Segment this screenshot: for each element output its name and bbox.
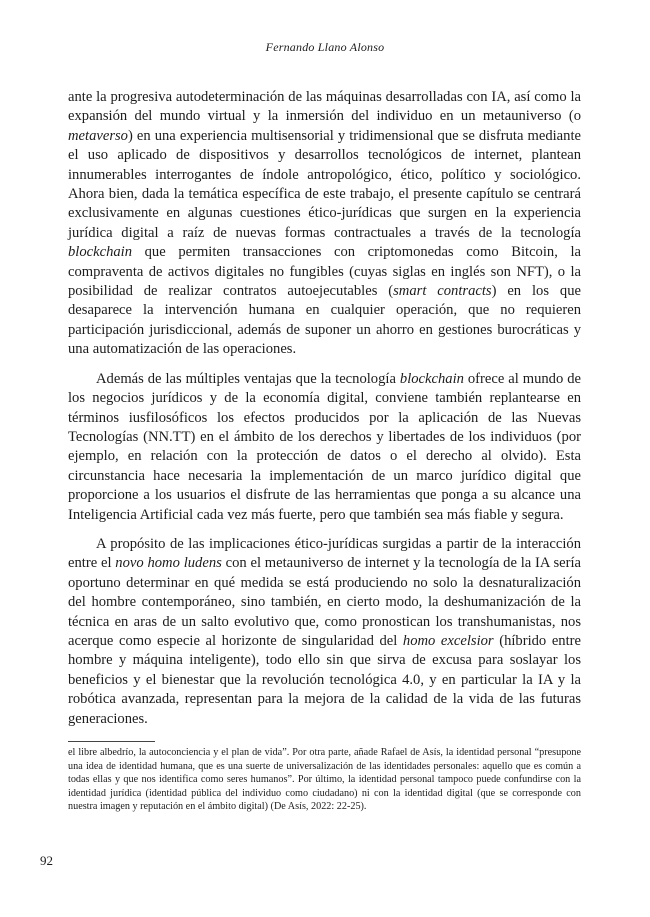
text-run: ofrece al mundo de los negocios jurídicos y de la economía digital, conviene también replantearse en términos iusfilosóficos los efectos producidos por la aplicación de las Nuevas Tecnologías (NN.TT) en el ámbito de los derechos y libertades de los individuos (por ejemplo, en relación con la protección de datos o el derecho al olvido). Esta circunstancia hace necesaria la implementación de un marco jurídico digital que proporcione a los usuarios el disfrute de las herramientas que ponga a su alcance una Inteligencia Artificial cada vez más fuerte, pero que también sea más fiable y segura. bbox=[68, 370, 581, 523]
paragraph-3 bbox=[68, 535, 581, 729]
text-run: con el metauniverso de internet y la tecnología de la IA sería oportuno determinar en qué medida se está produciendo no solo la desnaturalización del hombre contemporáneo, sino también, en cierto modo, la deshumanización de la técnica en aras de un salto evolutivo que, como pronostican los transhumanistas, nos acerque como especie al horizonte de singularidad del bbox=[68, 555, 581, 649]
footnote-divider bbox=[68, 741, 155, 742]
text-run: ante la progresiva autodeterminación de las máquinas desarrolladas con IA, así como la expansión del mundo virtual y la inmersión del individuo en un metauniverso (o bbox=[68, 89, 581, 125]
text-run: ) en una experiencia multisensorial y tridimensional que se disfruta mediante el uso aplicado de dispositivos y desarrollos tecnológicos de internet, plantean innumerables interrogantes de índole antropológico, ético, político y sociológico. Ahora bien, dada la temática específica de este trabajo, el presente capítulo se centrará exclusivamente en algunas cuestiones ético-jurídicas que surgen en la experiencia jurídica digital a raíz de nuevas formas contractuales a través de la tecnología bbox=[68, 127, 581, 241]
italic-term: blockchain bbox=[399, 370, 464, 387]
paragraph-2 bbox=[68, 370, 581, 525]
text-run: Además de las múltiples ventajas que la tecnología bbox=[96, 370, 400, 387]
text-run: (híbrido entre hombre y máquina inteligente), todo ello sin que sirva de excusa para soslayar los beneficios y el bienestar que la revolución tecnológica 4.0, y en particular la IA y la robótica avanzada, representan para la mejora de la calidad de la vida de las futuras generaciones. bbox=[68, 632, 581, 727]
text-run: que permiten transacciones con criptomonedas como Bitcoin, la compraventa de activos digitales no fungibles (cuyas siglas en inglés son NFT), o la posibilidad de realizar contratos autoejecutables ( bbox=[68, 244, 581, 300]
text-run: ) en los que desaparece la intervención humana en cualquier operación, que no requieren participación jurisdiccional, además de suponer un ahorro en gestiones burocráticas y una automatización de las operaciones. bbox=[68, 283, 581, 358]
body-text bbox=[68, 88, 581, 729]
paragraph-1 bbox=[68, 88, 581, 360]
text-run: A propósito de las implicaciones ético-jurídicas surgidas a partir de la interacción entre el bbox=[68, 535, 581, 572]
italic-term: metaverso bbox=[68, 127, 128, 144]
running-head: Fernando Llano Alonso bbox=[265, 40, 385, 54]
italic-term: homo excelsior bbox=[402, 632, 494, 649]
page-number: 92 bbox=[40, 853, 53, 868]
italic-term: blockchain bbox=[68, 244, 133, 261]
italic-term: novo homo ludens bbox=[115, 555, 222, 572]
footnote: el libre albedrío, la autoconciencia y el plan de vida”. Por otra parte, añade Rafael de Asís, la identidad personal “presupone una idea de identidad humana, que es una suerte de universalización de las identidades personales: aquello que es común a todas ellas y que nos identifica como seres humanos”. Por último, la identidad personal tampoco puede confundirse con la identidad jurídica (identidad pública del individuo como ciudadano) ni con la identidad digital (que se corresponde con nuestra imagen y reputación en el ámbito digital) (De Asís, 2022: 22-25). bbox=[68, 747, 581, 813]
italic-term: smart contracts bbox=[393, 283, 492, 300]
